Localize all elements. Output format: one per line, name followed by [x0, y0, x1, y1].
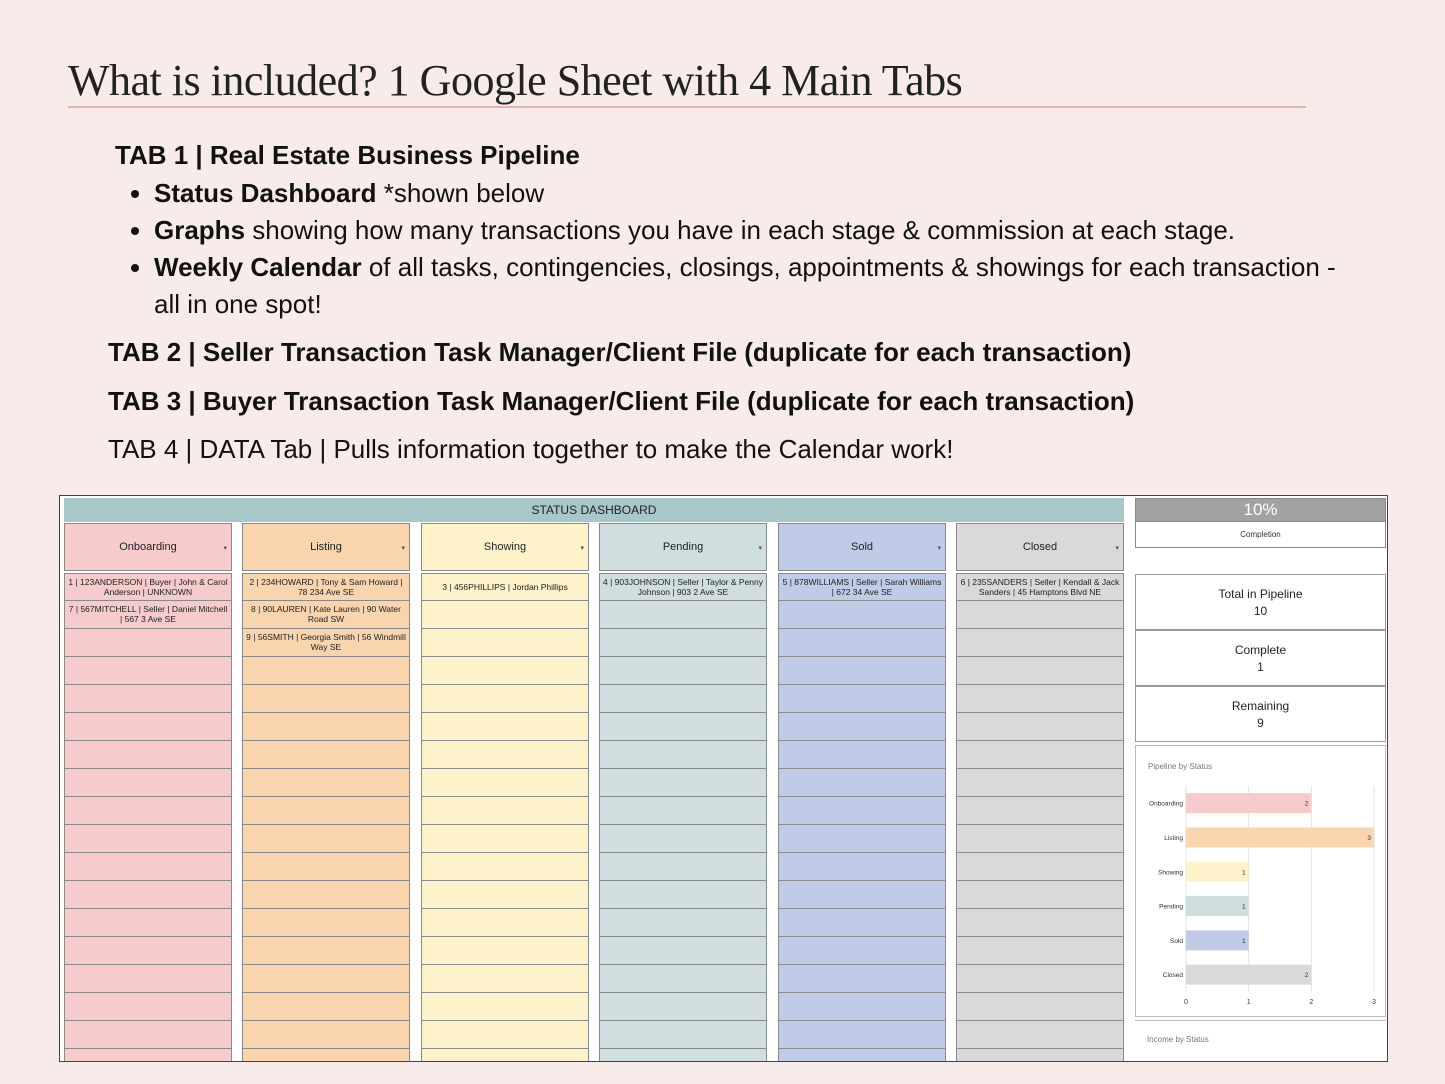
status-column-header[interactable]: [242, 523, 410, 571]
status-dashboard-sheet: [59, 495, 1388, 1062]
stat-label: Complete: [1234, 642, 1287, 657]
pipeline-cell[interactable]: [242, 937, 410, 965]
status-column-cells: [421, 573, 589, 1061]
pipeline-cell[interactable]: 9 | 56SMITH | Georgia Smith | 56 Windmill Way SE: [242, 629, 410, 657]
pipeline-cell[interactable]: [599, 769, 767, 797]
tab3-description: TAB 3 | Buyer Transaction Task Manager/Client File (duplicate for each transaction): [108, 386, 1135, 416]
pipeline-cell[interactable]: [64, 1049, 232, 1062]
status-column-cells: [599, 573, 767, 1061]
status-column-listing: [242, 523, 410, 1061]
pipeline-cell[interactable]: [64, 993, 232, 1021]
status-column-header[interactable]: [778, 523, 946, 571]
pipeline-cell[interactable]: [64, 825, 232, 853]
pipeline-bar-chart: [1136, 746, 1385, 1016]
x-tick-label: 1: [1246, 998, 1251, 1006]
pipeline-cell[interactable]: [421, 629, 589, 657]
feature-desc: *shown below: [376, 178, 545, 208]
pipeline-cell[interactable]: [242, 993, 410, 1021]
pipeline-cell[interactable]: [599, 965, 767, 993]
pipeline-cell[interactable]: [242, 797, 410, 825]
pipeline-cell[interactable]: [421, 1049, 589, 1062]
pipeline-cell[interactable]: [242, 1049, 410, 1062]
pipeline-cell[interactable]: 8 | 90LAUREN | Kate Lauren | 90 Water Road SW: [242, 601, 410, 629]
pipeline-cell[interactable]: [956, 993, 1124, 1021]
pipeline-cell[interactable]: [421, 685, 589, 713]
pipeline-cell[interactable]: [64, 713, 232, 741]
chart-title: Pipeline by Status: [1148, 762, 1213, 771]
pipeline-cell[interactable]: [599, 825, 767, 853]
pipeline-cell[interactable]: [778, 937, 946, 965]
data-label: 1: [1242, 869, 1246, 877]
dropdown-caret-icon[interactable]: ▾: [758, 545, 762, 552]
pipeline-cell[interactable]: [421, 853, 589, 881]
tab4-description: TAB 4 | DATA Tab | Pulls information together to make the Calendar work!: [108, 434, 954, 464]
pipeline-cell[interactable]: [778, 601, 946, 629]
pipeline-cell[interactable]: [242, 853, 410, 881]
bar-onboarding: [1186, 793, 1311, 813]
status-column-header[interactable]: [421, 523, 589, 571]
pipeline-cell[interactable]: [956, 909, 1124, 937]
pipeline-cell[interactable]: [421, 741, 589, 769]
stat-remaining: [1135, 686, 1386, 742]
pipeline-cell[interactable]: [778, 769, 946, 797]
status-column-header[interactable]: [64, 523, 232, 571]
pipeline-cell[interactable]: [599, 797, 767, 825]
feature-desc: of all tasks, contingencies, closings, appointments & showings for each transaction - all in one spot!: [154, 252, 1336, 319]
pipeline-cell[interactable]: [64, 629, 232, 657]
income-chart-title: Income by Status: [1147, 1035, 1209, 1044]
feature-name: Graphs: [154, 215, 246, 245]
pipeline-cell[interactable]: [64, 853, 232, 881]
pipeline-cell[interactable]: [599, 993, 767, 1021]
pipeline-cell[interactable]: [599, 853, 767, 881]
pipeline-cell[interactable]: [64, 1021, 232, 1049]
category-label: Closed: [1162, 972, 1183, 980]
pipeline-cell[interactable]: [64, 909, 232, 937]
pipeline-cell[interactable]: [242, 909, 410, 937]
category-label: Sold: [1169, 937, 1183, 945]
pipeline-cell[interactable]: [421, 965, 589, 993]
data-label: 3: [1367, 834, 1371, 842]
status-column-label: Sold: [850, 541, 874, 553]
pipeline-cell[interactable]: [242, 881, 410, 909]
pipeline-cell[interactable]: [242, 657, 410, 685]
pipeline-cell[interactable]: [778, 909, 946, 937]
income-chart[interactable]: [1135, 1020, 1386, 1062]
status-column-closed: [956, 523, 1124, 1061]
feature-status-dashboard: [154, 175, 1354, 212]
pipeline-cell[interactable]: [956, 797, 1124, 825]
feature-name: Status Dashboard: [154, 178, 377, 208]
pipeline-cell[interactable]: [778, 741, 946, 769]
pipeline-cell[interactable]: 6 | 235SANDERS | Seller | Kendall & Jack Sanders | 45 Hamptons Blvd NE: [956, 573, 1124, 601]
status-column-header[interactable]: [599, 523, 767, 571]
page-heading: What is included? 1 Google Sheet with 4 Main Tabs: [68, 56, 963, 105]
pipeline-cell[interactable]: 7 | 567MITCHELL | Seller | Daniel Mitchell | 567 3 Ave SE: [64, 601, 232, 629]
pipeline-cell[interactable]: [778, 713, 946, 741]
status-column-showing: [421, 523, 589, 1061]
status-column-onboarding: [64, 523, 232, 1061]
pipeline-cell[interactable]: [778, 657, 946, 685]
pipeline-cell[interactable]: [599, 881, 767, 909]
pipeline-cell[interactable]: [421, 825, 589, 853]
pipeline-cell[interactable]: 2 | 234HOWARD | Tony & Sam Howard | 78 234 Ave SE: [242, 573, 410, 601]
pipeline-cell[interactable]: [778, 993, 946, 1021]
pipeline-cell[interactable]: [242, 965, 410, 993]
pipeline-cell[interactable]: [599, 1049, 767, 1062]
heading-underline: [68, 106, 1306, 108]
pipeline-cell[interactable]: [778, 853, 946, 881]
pipeline-cell[interactable]: [64, 797, 232, 825]
pipeline-cell[interactable]: [956, 937, 1124, 965]
pipeline-cell[interactable]: [599, 713, 767, 741]
data-label: 1: [1242, 937, 1246, 945]
dropdown-caret-icon[interactable]: ▾: [580, 545, 584, 552]
pipeline-cell[interactable]: 5 | 878WILLIAMS | Seller | Sarah Williams | 672 34 Ave SE: [778, 573, 946, 601]
pipeline-cell[interactable]: [956, 713, 1124, 741]
stat-label: Remaining: [1231, 698, 1290, 713]
category-label: Listing: [1164, 834, 1183, 842]
data-label: 1: [1242, 903, 1246, 911]
pipeline-cell[interactable]: 1 | 123ANDERSON | Buyer | John & Carol Anderson | UNKNOWN: [64, 573, 232, 601]
stat-value: 10: [1253, 603, 1268, 618]
pipeline-cell[interactable]: [778, 825, 946, 853]
pipeline-cell[interactable]: [599, 657, 767, 685]
bar-pending: [1186, 896, 1249, 916]
dropdown-caret-icon[interactable]: ▾: [937, 545, 941, 552]
pipeline-cell[interactable]: [599, 685, 767, 713]
feature-graphs: [154, 212, 1354, 249]
pipeline-cell[interactable]: [242, 1021, 410, 1049]
status-column-cells: [242, 573, 410, 1061]
pipeline-cell[interactable]: [956, 657, 1124, 685]
pipeline-cell[interactable]: [956, 601, 1124, 629]
pipeline-cell[interactable]: [599, 601, 767, 629]
bar-closed: [1186, 965, 1311, 985]
dashboard-title: STATUS DASHBOARD: [64, 498, 1124, 522]
bar-listing: [1186, 827, 1374, 847]
category-label: Pending: [1159, 903, 1183, 911]
pipeline-cell[interactable]: [778, 965, 946, 993]
status-column-label: Onboarding: [119, 541, 177, 553]
pipeline-cell[interactable]: [64, 657, 232, 685]
pipeline-cell[interactable]: [64, 685, 232, 713]
pipeline-cell[interactable]: [64, 965, 232, 993]
feature-weekly-calendar: [154, 249, 1354, 323]
pipeline-cell[interactable]: [956, 825, 1124, 853]
tab2-description: TAB 2 | Seller Transaction Task Manager/Client File (duplicate for each transaction): [108, 337, 1132, 367]
pipeline-cell[interactable]: [421, 797, 589, 825]
feature-desc: showing how many transactions you have in each stage & commission at each stage.: [245, 215, 1236, 245]
pipeline-cell[interactable]: [778, 1021, 946, 1049]
status-column-label: Pending: [662, 541, 704, 553]
pipeline-cell[interactable]: [242, 769, 410, 797]
pipeline-cell[interactable]: [778, 797, 946, 825]
pipeline-cell[interactable]: [956, 769, 1124, 797]
stat-complete: [1135, 630, 1386, 686]
stat-value: 9: [1257, 715, 1264, 730]
pipeline-cell[interactable]: [599, 629, 767, 657]
status-column-pending: [599, 523, 767, 1061]
status-column-label: Showing: [483, 541, 527, 553]
pipeline-cell[interactable]: [599, 909, 767, 937]
x-tick-label: 0: [1184, 998, 1188, 1006]
status-column-label: Listing: [310, 541, 342, 553]
pipeline-cell[interactable]: [242, 741, 410, 769]
pipeline-cell[interactable]: [599, 1021, 767, 1049]
pipeline-cell[interactable]: [421, 713, 589, 741]
pipeline-cell[interactable]: [64, 937, 232, 965]
pipeline-cell[interactable]: [956, 853, 1124, 881]
pipeline-cell[interactable]: [64, 769, 232, 797]
pipeline-cell[interactable]: [242, 685, 410, 713]
pipeline-cell[interactable]: [421, 601, 589, 629]
category-label: Showing: [1158, 869, 1183, 877]
tab1-title: TAB 1 | Real Estate Business Pipeline: [115, 140, 580, 170]
pipeline-cell[interactable]: [956, 881, 1124, 909]
pipeline-cell[interactable]: [778, 1049, 946, 1062]
status-column-header[interactable]: [956, 523, 1124, 571]
pipeline-cell[interactable]: [599, 741, 767, 769]
status-column-label: Closed: [1022, 541, 1058, 553]
pipeline-cell[interactable]: [956, 1021, 1124, 1049]
category-label: Onboarding: [1149, 800, 1183, 808]
summary-panel: [1135, 498, 1386, 1061]
pipeline-cell[interactable]: 4 | 903JOHNSON | Seller | Taylor & Penny Johnson | 903 2 Ave SE: [599, 573, 767, 601]
pipeline-cell[interactable]: [421, 937, 589, 965]
pipeline-cell[interactable]: [778, 881, 946, 909]
stat-total-in-pipeline: [1135, 574, 1386, 630]
pipeline-cell[interactable]: [421, 769, 589, 797]
pipeline-cell[interactable]: [64, 881, 232, 909]
pipeline-cell[interactable]: [778, 629, 946, 657]
pipeline-cell[interactable]: [421, 657, 589, 685]
pipeline-cell[interactable]: [421, 909, 589, 937]
data-label: 2: [1304, 972, 1309, 980]
dropdown-caret-icon[interactable]: ▾: [1115, 545, 1119, 552]
pipeline-cell[interactable]: [242, 713, 410, 741]
status-column-cells: [64, 573, 232, 1061]
status-column-cells: [778, 573, 946, 1061]
dropdown-caret-icon[interactable]: ▾: [223, 545, 227, 552]
pipeline-cell[interactable]: [956, 685, 1124, 713]
stat-value: 1: [1257, 659, 1264, 674]
pipeline-cell[interactable]: [956, 741, 1124, 769]
x-tick-label: 3: [1372, 998, 1376, 1006]
data-label: 2: [1304, 800, 1309, 808]
stat-label: Total in Pipeline: [1218, 586, 1303, 601]
status-column-cells: [956, 573, 1124, 1061]
pipeline-cell[interactable]: [778, 685, 946, 713]
pipeline-cell[interactable]: [242, 825, 410, 853]
pipeline-cell[interactable]: [421, 1021, 589, 1049]
dropdown-caret-icon[interactable]: ▾: [401, 545, 405, 552]
pipeline-cell[interactable]: 3 | 456PHILLIPS | Jordan Phillips: [421, 573, 589, 601]
bar-showing: [1186, 862, 1249, 882]
pipeline-cell[interactable]: [421, 993, 589, 1021]
x-tick-label: 2: [1309, 998, 1314, 1006]
feature-name: Weekly Calendar: [154, 252, 362, 282]
pipeline-cell[interactable]: [599, 937, 767, 965]
pipeline-cell[interactable]: [956, 1049, 1124, 1062]
completion-label: Completion: [1135, 522, 1386, 548]
pipeline-chart[interactable]: [1135, 745, 1386, 1017]
bar-sold: [1186, 930, 1249, 950]
pipeline-cell[interactable]: [956, 965, 1124, 993]
status-column-sold: [778, 523, 946, 1061]
tab1-feature-list: [118, 175, 1354, 323]
completion-percent: 10%: [1135, 498, 1386, 522]
pipeline-cell[interactable]: [64, 741, 232, 769]
pipeline-cell[interactable]: [421, 881, 589, 909]
pipeline-cell[interactable]: [956, 629, 1124, 657]
